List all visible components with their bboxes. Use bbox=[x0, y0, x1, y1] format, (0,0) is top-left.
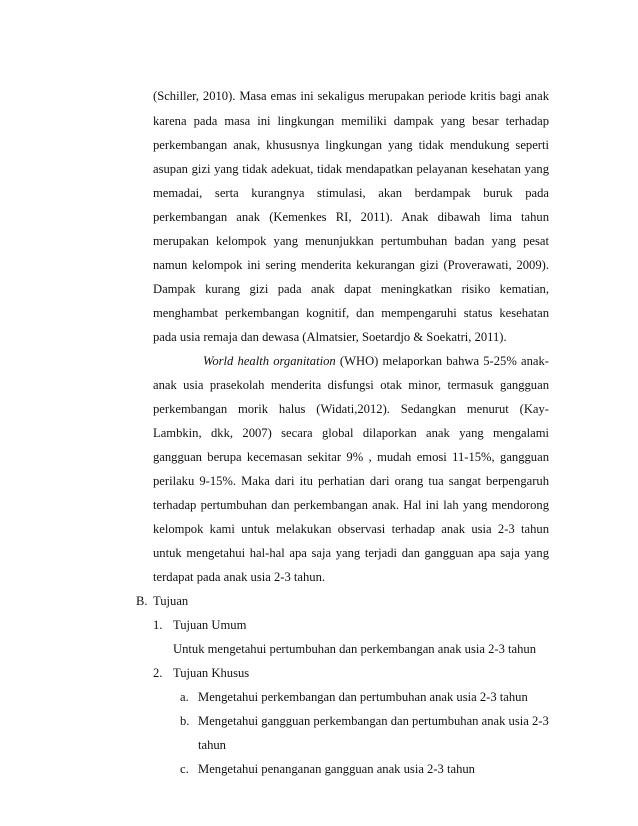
p2-line-7: terhadap pertumbuhan dan perkembangan anak. Hal ini lah yang mendorong bbox=[153, 498, 549, 512]
item-1-title: Tujuan Umum bbox=[173, 618, 247, 632]
p1-line-6: perkembangan anak (Kemenkes RI, 2011). Anak dibawah lima tahun bbox=[153, 210, 549, 224]
p2-italic-term: World health organitation bbox=[203, 354, 336, 368]
item-2-title: Tujuan Khusus bbox=[173, 666, 250, 680]
p2-line-3: perkembangan morik halus (Widati,2012). Sedangkan menurut (Kay- bbox=[153, 402, 549, 416]
item-2-label: 2. bbox=[153, 666, 163, 680]
p1-line-5: memadai, serta kurangnya stimulasi, akan berdampak buruk pada bbox=[153, 186, 549, 200]
p2-line-1-rest: (WHO) melaporkan bahwa 5-25% anak- bbox=[335, 354, 549, 368]
item-1-text: Untuk mengetahui pertumbuhan dan perkembangan anak usia 2-3 tahun bbox=[173, 642, 537, 656]
p1-line-2: karena pada masa ini lingkungan memiliki dampak yang besar terhadap bbox=[153, 114, 549, 128]
p1-line-1: (Schiller, 2010). Masa emas ini sekaligus merupakan periode kritis bagi anak bbox=[153, 89, 549, 103]
p1-line-3: perkembangan anak, khususnya lingkungan yang tidak mendukung seperti bbox=[153, 138, 549, 152]
p2-line-4: Lambkin, dkk, 2007) secara global dilaporkan anak yang mengalami bbox=[153, 426, 549, 440]
section-b-heading bbox=[136, 593, 188, 609]
item-2c-text: Mengetahui penanganan gangguan anak usia 2-3 tahun bbox=[198, 762, 475, 776]
item-2b bbox=[180, 713, 549, 729]
item-2b-text-line2: tahun bbox=[198, 738, 226, 752]
item-1-heading bbox=[153, 617, 246, 633]
item-2b-label: b. bbox=[180, 714, 190, 728]
p1-line-7: merupakan kelompok yang menunjukkan pertumbuhan badan yang pesat bbox=[153, 234, 549, 248]
item-2c-label: c. bbox=[180, 762, 189, 776]
item-1-label: 1. bbox=[153, 618, 163, 632]
p1-line-10: menghambat perkembangan kognitif, dan mempengaruhi status kesehatan bbox=[153, 306, 549, 320]
p2-line-1 bbox=[203, 353, 549, 369]
item-2c bbox=[180, 761, 475, 777]
item-2b-text-line1: Mengetahui gangguan perkembangan dan pertumbuhan anak usia 2-3 bbox=[198, 714, 549, 728]
p1-line-9: Dampak kurang gizi pada anak dapat meningkatkan risiko kematian, bbox=[153, 282, 549, 296]
item-2-heading bbox=[153, 665, 249, 681]
p2-line-10: terdapat pada anak usia 2-3 tahun. bbox=[153, 570, 326, 584]
item-2a-text: Mengetahui perkembangan dan pertumbuhan anak usia 2-3 tahun bbox=[198, 690, 528, 704]
item-2a bbox=[180, 689, 528, 705]
p2-line-8: kelompok kami untuk melakukan observasi terhadap anak usia 2-3 tahun bbox=[153, 522, 549, 536]
p2-line-2: anak usia prasekolah menderita disfungsi otak minor, termasuk gangguan bbox=[153, 378, 549, 392]
p2-line-6: perilaku 9-15%. Maka dari itu perhatian dari orang tua sangat berpengaruh bbox=[153, 474, 549, 488]
p1-line-8: namun kelompok ini sering menderita kekurangan gizi (Proverawati, 2009). bbox=[153, 258, 549, 272]
p2-line-9: untuk mengetahui hal-hal apa saja yang terjadi dan gangguan apa saja yang bbox=[153, 546, 549, 560]
section-b-label: B. bbox=[136, 594, 148, 608]
p2-line-5: gangguan berupa kecemasan sekitar 9% , mudah emosi 11-15%, gangguan bbox=[153, 450, 549, 464]
p1-line-11: pada usia remaja dan dewasa (Almatsier, Soetardjo & Soekatri, 2011). bbox=[153, 330, 507, 344]
p1-line-4: asupan gizi yang tidak adekuat, tidak mendapatkan pelayanan kesehatan yang bbox=[153, 162, 549, 176]
section-b-title: Tujuan bbox=[153, 594, 189, 608]
item-2a-label: a. bbox=[180, 690, 189, 704]
